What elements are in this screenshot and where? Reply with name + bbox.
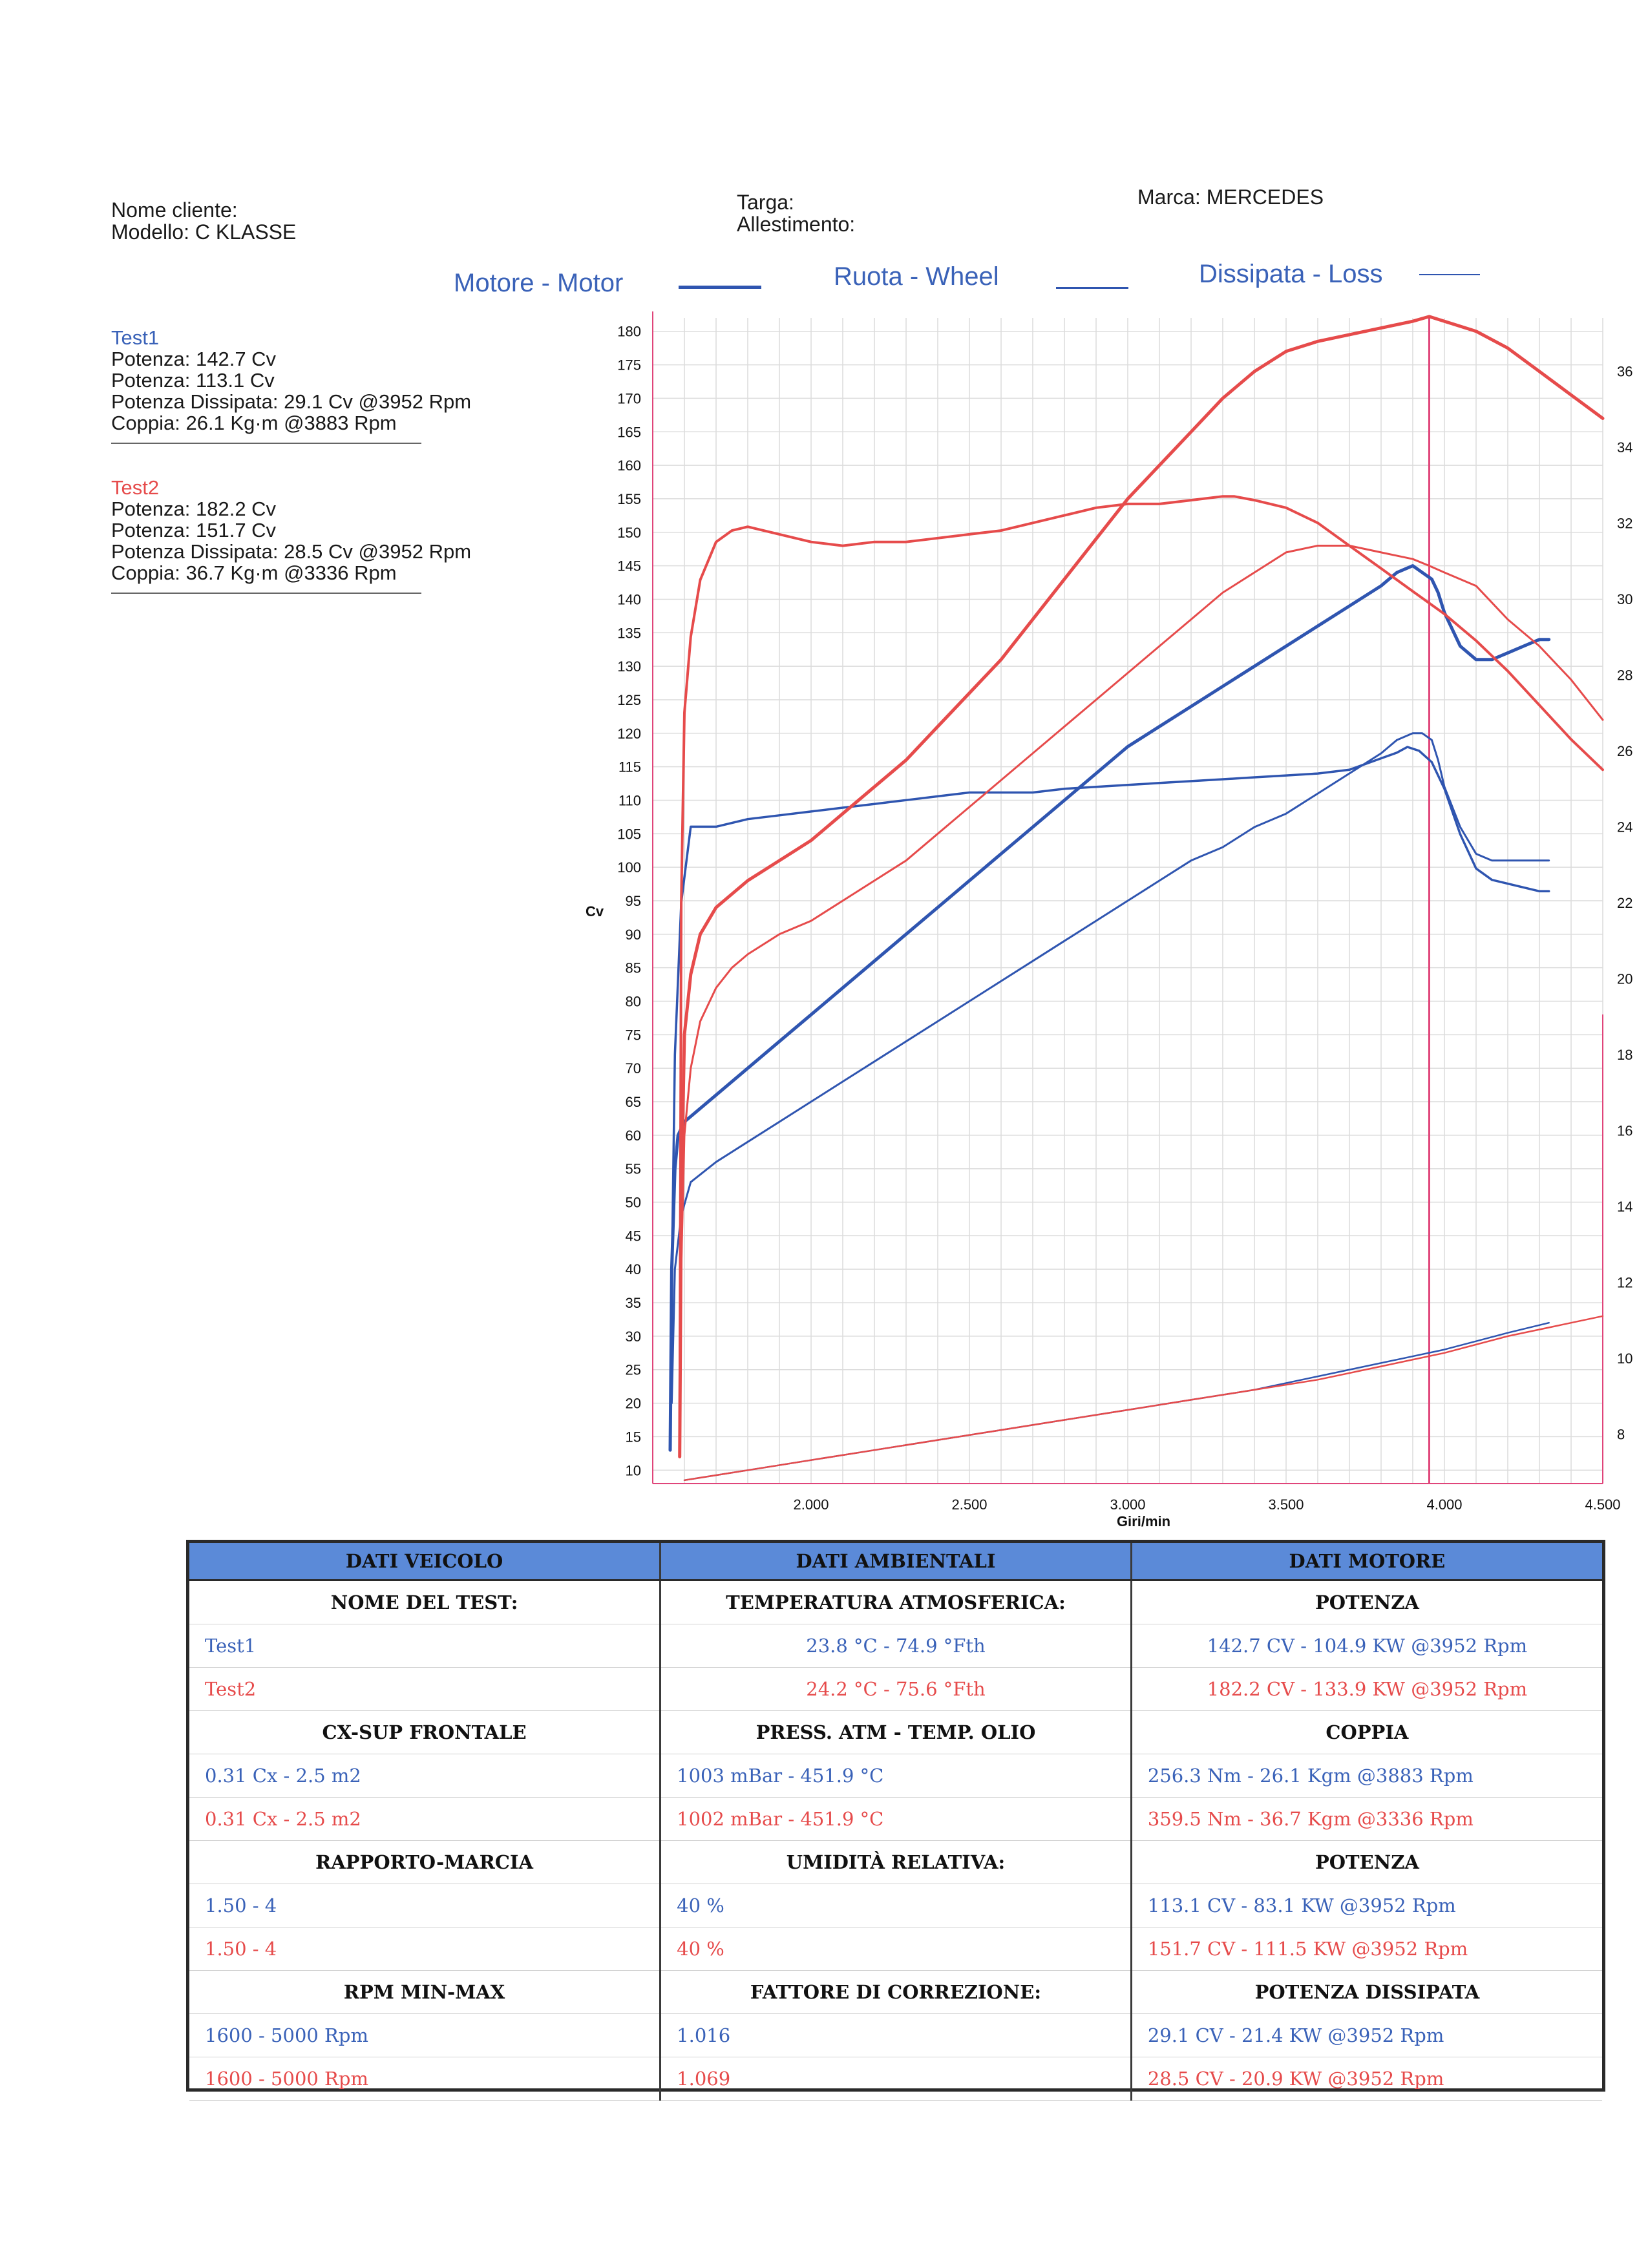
y-tick-label: 35 — [625, 1295, 641, 1312]
y-tick-label: 80 — [625, 993, 641, 1010]
table-cell: 40 % — [660, 1927, 1132, 1971]
x-tick-label: 4.000 — [1426, 1496, 1463, 1513]
y-tick-label: 155 — [617, 490, 641, 507]
table-header-row — [189, 1543, 1602, 1580]
model-label: Modello: C KLASSE — [111, 220, 297, 244]
table-cell: 182.2 CV - 133.9 KW @3952 Rpm — [1131, 1668, 1602, 1711]
series-test1-dissipata — [684, 1323, 1549, 1480]
test1-line: Coppia: 26.1 Kg·m @3883 Rpm — [111, 412, 397, 434]
y-tick-label: 120 — [617, 725, 641, 742]
y-tick-label: 110 — [618, 792, 641, 809]
y-tick-label: 165 — [617, 424, 641, 441]
table-cell: 1.016 — [660, 2014, 1132, 2057]
y-tick-label: 115 — [618, 759, 641, 775]
table-cell: Test2 — [189, 1668, 660, 1711]
y-tick-label: 30 — [625, 1328, 641, 1345]
y-tick-label: 160 — [617, 457, 641, 474]
y-tick-label: 25 — [625, 1361, 641, 1378]
section-label: NOME DEL TEST: — [189, 1580, 660, 1624]
table-cell: 113.1 CV - 83.1 KW @3952 Rpm — [1131, 1884, 1602, 1927]
trim-label: Allestimento: — [737, 213, 856, 236]
legend-wheel: Ruota - Wheel — [834, 262, 999, 291]
y-tick-label: 60 — [625, 1127, 641, 1144]
test2-line: Potenza: 151.7 Cv — [111, 519, 277, 541]
header-engine: DATI MOTORE — [1131, 1543, 1602, 1580]
table-row-test1 — [189, 1624, 1602, 1668]
section-label: UMIDITÀ RELATIVA: — [660, 1841, 1132, 1884]
series-test1-motore — [670, 566, 1549, 1451]
table-cell: 1600 - 5000 Rpm — [189, 2057, 660, 2101]
y-tick-label: 55 — [625, 1160, 641, 1177]
y-tick-label: 10 — [625, 1462, 641, 1479]
y-tick-label: 140 — [617, 591, 641, 608]
section-label: POTENZA — [1131, 1580, 1602, 1624]
y2-tick-label: 28 — [1617, 667, 1633, 684]
test2-line: Potenza: 182.2 Cv — [111, 498, 277, 520]
y-tick-label: 70 — [625, 1060, 641, 1077]
section-label-row — [189, 1580, 1602, 1624]
table-cell: 24.2 °C - 75.6 °Fth — [660, 1668, 1132, 1711]
legend-loss: Dissipata - Loss — [1199, 260, 1383, 288]
series-test2-motore — [680, 317, 1603, 1457]
data-table — [186, 1540, 1605, 2092]
test1-name: Test1 — [111, 326, 160, 349]
test1-line: Potenza Dissipata: 29.1 Cv @3952 Rpm — [111, 390, 472, 413]
y-tick-label: 170 — [617, 390, 641, 407]
y-tick-label: 90 — [625, 926, 641, 943]
x-tick-label: 2.000 — [793, 1496, 829, 1513]
y-tick-label: 130 — [617, 658, 641, 675]
table-cell: 29.1 CV - 21.4 KW @3952 Rpm — [1131, 2014, 1602, 2057]
y-tick-label: 45 — [625, 1228, 641, 1244]
y-tick-label: 135 — [617, 625, 641, 642]
table-row-test2 — [189, 1927, 1602, 1971]
section-label: FATTORE DI CORREZIONE: — [660, 1971, 1132, 2014]
y2-tick-label: 36 — [1617, 363, 1633, 380]
y2-tick-label: 30 — [1617, 591, 1633, 607]
y-tick-label: 75 — [625, 1027, 641, 1044]
section-label: TEMPERATURA ATMOSFERICA: — [660, 1580, 1132, 1624]
section-label: RAPPORTO-MARCIA — [189, 1841, 660, 1884]
y2-tick-label: 32 — [1617, 515, 1633, 532]
header-environment: DATI AMBIENTALI — [660, 1543, 1132, 1580]
x-tick-label: 3.500 — [1268, 1496, 1304, 1513]
section-label-row — [189, 1841, 1602, 1884]
series-test2-dissipata — [684, 1316, 1603, 1480]
y-tick-label: 145 — [617, 558, 641, 574]
customer-name-label: Nome cliente: — [111, 198, 238, 222]
plate-label: Targa: — [737, 191, 794, 214]
y2-tick-label: 24 — [1617, 819, 1633, 835]
legend-motor: Motore - Motor — [454, 269, 624, 297]
y-tick-label: 125 — [617, 691, 641, 708]
y-tick-label: 40 — [625, 1261, 641, 1278]
y-tick-label: 65 — [625, 1094, 641, 1111]
table-cell: 0.31 Cx - 2.5 m2 — [189, 1798, 660, 1841]
series-test2-coppia — [680, 496, 1603, 1434]
table-row-test2 — [189, 1668, 1602, 1711]
y-tick-label: 105 — [617, 826, 641, 843]
section-label: POTENZA DISSIPATA — [1131, 1971, 1602, 2014]
y-tick-label: 85 — [625, 960, 641, 976]
brand-label: Marca: MERCEDES — [1137, 185, 1324, 209]
test2-line: Potenza Dissipata: 28.5 Cv @3952 Rpm — [111, 540, 472, 563]
y2-tick-label: 34 — [1617, 439, 1633, 456]
section-label-row — [189, 1711, 1602, 1754]
x-tick-label: 2.500 — [951, 1496, 988, 1513]
test1-line: Potenza: 113.1 Cv — [111, 369, 275, 392]
table-cell: 142.7 CV - 104.9 KW @3952 Rpm — [1131, 1624, 1602, 1668]
table-cell: 359.5 Nm - 36.7 Kgm @3336 Rpm — [1131, 1798, 1602, 1841]
y2-tick-label: 22 — [1617, 894, 1633, 911]
section-label: POTENZA — [1131, 1841, 1602, 1884]
table-row-test2 — [189, 1798, 1602, 1841]
test2-name: Test2 — [111, 476, 160, 499]
table-cell: 1.069 — [660, 2057, 1132, 2101]
y2-tick-label: 26 — [1617, 742, 1633, 759]
y-tick-label: 180 — [617, 323, 641, 340]
table-cell: 23.8 °C - 74.9 °Fth — [660, 1624, 1132, 1668]
table-cell: 28.5 CV - 20.9 KW @3952 Rpm — [1131, 2057, 1602, 2101]
y2-tick-label: 10 — [1617, 1350, 1633, 1367]
y-tick-label: 175 — [617, 357, 641, 373]
table-cell: 256.3 Nm - 26.1 Kgm @3883 Rpm — [1131, 1754, 1602, 1798]
table-cell: 1002 mBar - 451.9 °C — [660, 1798, 1132, 1841]
data-table-grid — [189, 1543, 1602, 2101]
table-cell: 1.50 - 4 — [189, 1884, 660, 1927]
section-label: CX-SUP FRONTALE — [189, 1711, 660, 1754]
y-axis-title: Cv — [585, 903, 604, 919]
table-row-test1 — [189, 1754, 1602, 1798]
y-tick-label: 95 — [625, 893, 641, 909]
y-tick-label: 150 — [617, 524, 641, 541]
table-cell: 0.31 Cx - 2.5 m2 — [189, 1754, 660, 1798]
table-row-test1 — [189, 1884, 1602, 1927]
test2-line: Coppia: 36.7 Kg·m @3336 Rpm — [111, 562, 397, 584]
x-tick-label: 3.000 — [1110, 1496, 1146, 1513]
table-cell: 1003 mBar - 451.9 °C — [660, 1754, 1132, 1798]
y2-tick-label: 18 — [1617, 1046, 1633, 1063]
test1-line: Potenza: 142.7 Cv — [111, 348, 277, 370]
y-tick-label: 50 — [625, 1194, 641, 1211]
table-cell: 1600 - 5000 Rpm — [189, 2014, 660, 2057]
table-row-test2 — [189, 2057, 1602, 2101]
header-vehicle: DATI VEICOLO — [189, 1543, 660, 1580]
y2-tick-label: 8 — [1617, 1426, 1625, 1443]
y2-tick-label: 12 — [1617, 1274, 1633, 1291]
y2-tick-label: 16 — [1617, 1122, 1633, 1139]
section-label-row — [189, 1971, 1602, 2014]
table-row-test1 — [189, 2014, 1602, 2057]
y-tick-label: 100 — [617, 859, 641, 876]
table-cell: 151.7 CV - 111.5 KW @3952 Rpm — [1131, 1927, 1602, 1971]
section-label: COPPIA — [1131, 1711, 1602, 1754]
y-tick-label: 15 — [625, 1429, 641, 1445]
y2-tick-label: 20 — [1617, 971, 1633, 987]
x-axis-title: Giri/min — [1116, 1513, 1171, 1529]
table-cell: 1.50 - 4 — [189, 1927, 660, 1971]
x-tick-label: 4.500 — [1585, 1496, 1621, 1513]
section-label: RPM MIN-MAX — [189, 1971, 660, 2014]
table-cell: 40 % — [660, 1884, 1132, 1927]
section-label: PRESS. ATM - TEMP. OLIO — [660, 1711, 1132, 1754]
y-tick-label: 20 — [625, 1395, 641, 1412]
table-cell: Test1 — [189, 1624, 660, 1668]
y2-tick-label: 14 — [1617, 1199, 1633, 1215]
